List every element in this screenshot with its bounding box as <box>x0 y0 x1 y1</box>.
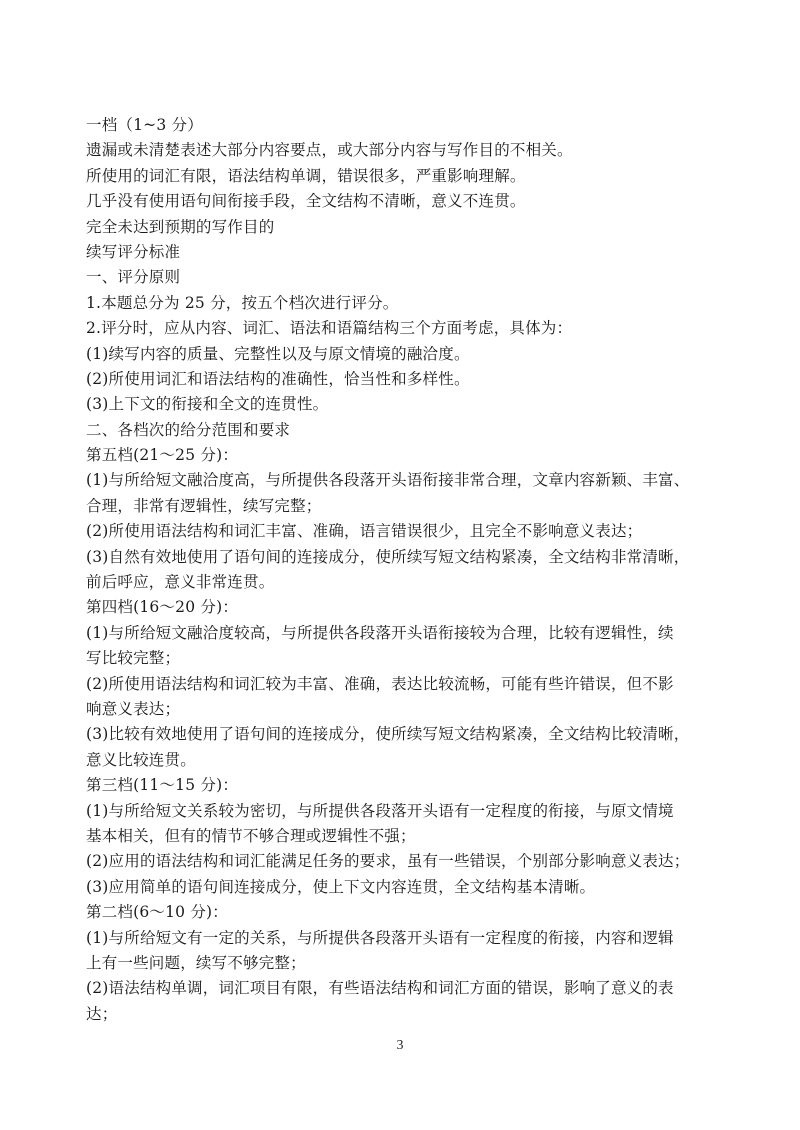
text-line: 响意义表达； <box>86 699 181 718</box>
text-line: 几乎没有使用语句间衔接手段，全文结构不清晰，意义不连贯。 <box>86 192 526 211</box>
text-line: (2)所使用词汇和语法结构的准确性，恰当性和多样性。 <box>86 369 470 388</box>
text-line: 1.本题总分为 25 分，按五个档次进行评分。 <box>86 293 399 312</box>
text-line: 所使用的词汇有限，语法结构单调，错误很多，严重影响理解。 <box>86 166 526 185</box>
text-line: 一档（1~3 分） <box>86 116 203 134</box>
text-line: (3)应用简单的语句间连接成分，使上下文内容连贯，全文结构基本清晰。 <box>86 877 596 896</box>
document-body <box>86 113 726 1027</box>
text-line: 前后呼应，意义非常连贯。 <box>86 573 275 592</box>
text-line: (2)所使用语法结构和词汇较为丰富、准确，表达比较流畅，可能有些许错误，但不影 <box>86 674 674 693</box>
grade-heading: 第二档(6～10 分)： <box>86 903 229 922</box>
text-line: (1)与所给短文有一定的关系，与所提供各段落开头语有一定程度的衔接，内容和逻辑 <box>86 928 674 947</box>
text-line: (3)上下文的衔接和全文的连贯性。 <box>86 395 329 414</box>
grade-heading: 第四档(16～20 分)： <box>86 598 239 617</box>
text-line: (1)与所给短文融洽度较高，与所提供各段落开头语衔接较为合理，比较有逻辑性，续 <box>86 623 674 642</box>
text-line: (1)与所给短文融洽度高，与所提供各段落开头语衔接非常合理，文章内容新颖、丰富、 <box>86 471 690 490</box>
text-line: 合理，非常有逻辑性，续写完整； <box>86 496 322 515</box>
text-line: (2)应用的语法结构和词汇能满足任务的要求，虽有一些错误，个别部分影响意义表达； <box>86 852 690 871</box>
text-line: (2)所使用语法结构和词汇丰富、准确，语言错误很少，且完全不影响意义表达； <box>86 522 643 541</box>
text-line: (2)语法结构单调，词汇项目有限，有些语法结构和词汇方面的错误，影响了意义的表 <box>86 979 674 998</box>
text-line: 写比较完整； <box>86 649 181 668</box>
text-line: 上有一些问题，续写不够完整； <box>86 953 306 972</box>
section-heading: 一、评分原则 <box>86 268 181 287</box>
grade-heading: 第三档(11～15 分)： <box>86 776 239 795</box>
text-line: (1)与所给短文关系较为密切，与所提供各段落开头语有一定程度的衔接，与原文情境 <box>86 801 674 820</box>
text-line: 意义比较连贯。 <box>86 750 196 769</box>
text-line: 2.评分时，应从内容、词汇、语法和语篇结构三个方面考虑，具体为： <box>86 319 573 338</box>
section-heading: 续写评分标准 <box>86 242 181 261</box>
section-heading: 二、各档次的给分范围和要求 <box>86 420 291 439</box>
text-line: (1)续写内容的质量、完整性以及与原文情境的融洽度。 <box>86 344 470 363</box>
text-line: 完全未达到预期的写作目的 <box>86 217 275 236</box>
text-line: 遗漏或未清楚表述大部分内容要点，或大部分内容与写作目的不相关。 <box>86 141 573 160</box>
grade-heading: 第五档(21～25 分)： <box>86 446 239 465</box>
text-line: (3)比较有效地使用了语句间的连接成分，使所续写短文结构紧凑，全文结构比较清晰， <box>86 725 690 744</box>
text-line: 达； <box>86 1004 118 1023</box>
page-number: 3 <box>396 1038 404 1053</box>
text-line: (3)自然有效地使用了语句间的连接成分，使所续写短文结构紧凑，全文结构非常清晰， <box>86 547 690 566</box>
text-line: 基本相关，但有的情节不够合理或逻辑性不强； <box>86 826 416 845</box>
